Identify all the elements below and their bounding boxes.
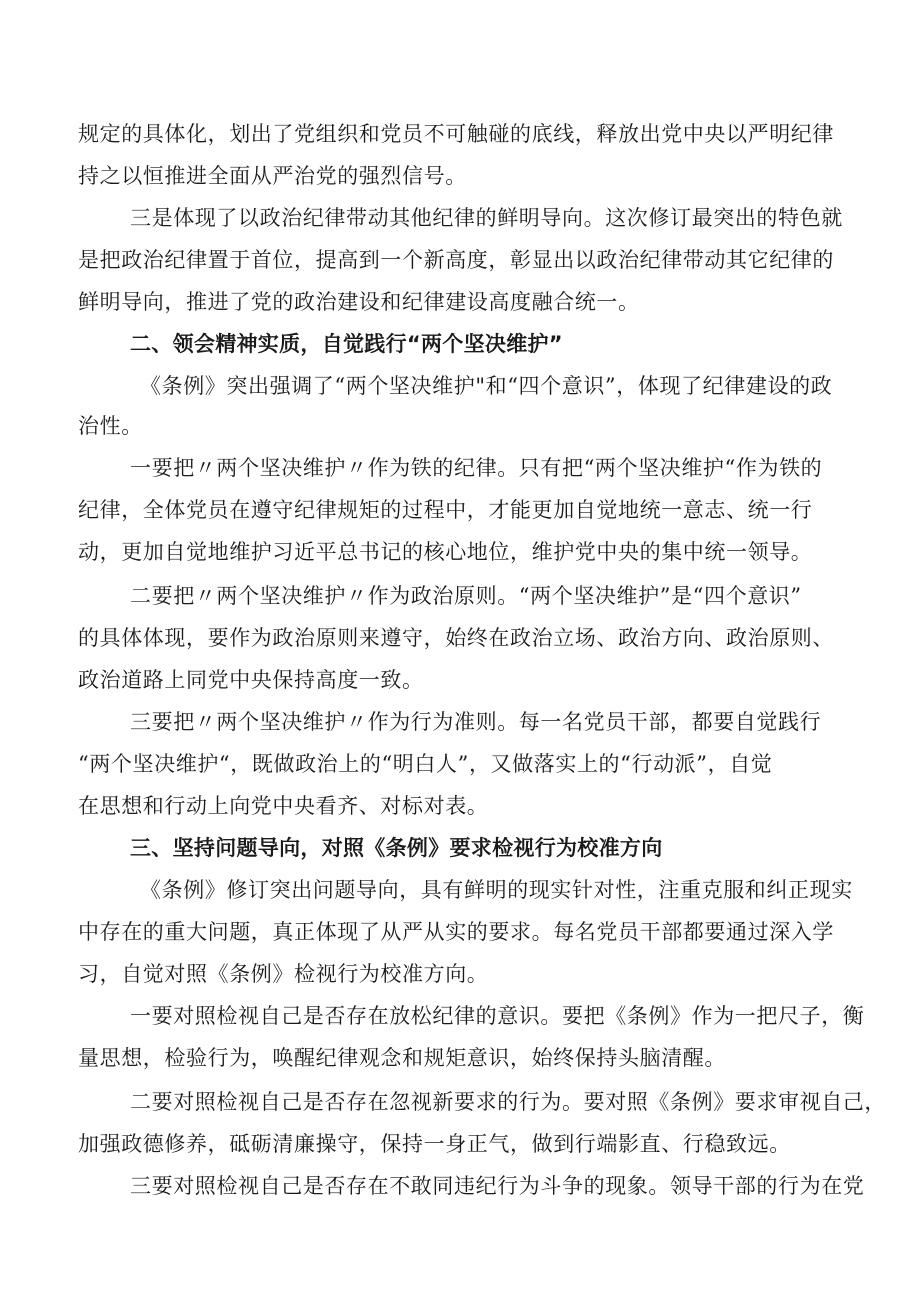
- body-line: 的具体体现，要作为政治原则来遵守，始终在政治立场、政治方向、政治原则、: [78, 626, 834, 650]
- body-line: 规定的具体化，划出了党组织和党员不可触碰的底线，释放出党中央以严明纪律: [78, 122, 834, 146]
- body-line: 在思想和行动上向党中央看齐、对标对表。: [78, 794, 489, 818]
- body-line: “两个坚决维护“，既做政治上的“明白人”，又做落实上的“行动派”，自觉: [78, 752, 773, 776]
- body-line: 是把政治纪律置于首位，提高到一个新高度，彰显出以政治纪律带动其它纪律的: [78, 248, 834, 272]
- body-line: 量思想，检验行为，唤醒纪律观念和规矩意识，始终保持头脑清醒。: [78, 1046, 726, 1070]
- body-line: 治性。: [78, 414, 143, 438]
- body-line: 二要对照检视自己是否存在忽视新要求的行为。要对照《条例》要求审视自己，: [130, 1090, 886, 1114]
- body-line: 持之以恒推进全面从严治党的强烈信号。: [78, 164, 467, 188]
- body-line: 三要对照检视自己是否存在不敢同违纪行为斗争的现象。领导干部的行为在党: [130, 1174, 865, 1198]
- body-line: 纪律，全体党员在遵守纪律规矩的过程中，才能更加自觉地统一意志、统一行: [78, 498, 813, 522]
- body-line: 三要把〃两个坚决维护〃作为行为准则。每一名党员干部，都要自觉践行: [130, 710, 822, 734]
- body-line: 政治道路上同党中央保持高度一致。: [78, 668, 424, 692]
- body-line: 二要把〃两个坚决维护〃作为政治原则。“两个坚决维护”是“四个意识”: [130, 584, 802, 608]
- body-line: 动，更加自觉地维护习近平总书记的核心地位，维护党中央的集中统一领导。: [78, 540, 813, 564]
- body-line: 一要对照检视自己是否存在放松纪律的意识。要把《条例》作为一把尺子，衡: [130, 1004, 865, 1028]
- body-line: 一要把〃两个坚决维护〃作为铁的纪律。只有把“两个坚决维护“作为铁的: [130, 456, 823, 480]
- body-line: 三是体现了以政治纪律带动其他纪律的鲜明导向。这次修订最突出的特色就: [130, 206, 843, 230]
- body-line: 《条例》突出强调了“两个坚决维护"和“四个意识”，体现了纪律建设的政: [140, 374, 833, 398]
- body-line: 《条例》修订突出问题导向，具有鲜明的现实针对性，注重克服和纠正现实: [140, 878, 853, 902]
- body-line: 鲜明导向，推进了党的政治建设和纪律建设高度融合统一。: [78, 290, 640, 314]
- body-line: 习，自觉对照《条例》检视行为校准方向。: [78, 962, 489, 986]
- body-line: 中存在的重大问题，真正体现了从严从实的要求。每名党员干部都要通过深入学: [78, 920, 834, 944]
- section-heading: 二、领会精神实质，自觉践行“两个坚决维护”: [130, 332, 563, 356]
- body-line: 加强政德修养，砥砺清廉操守，保持一身正气，做到行端影直、行稳致远。: [78, 1132, 791, 1156]
- section-heading: 三、坚持问题导向，对照《条例》要求检视行为校准方向: [130, 836, 663, 860]
